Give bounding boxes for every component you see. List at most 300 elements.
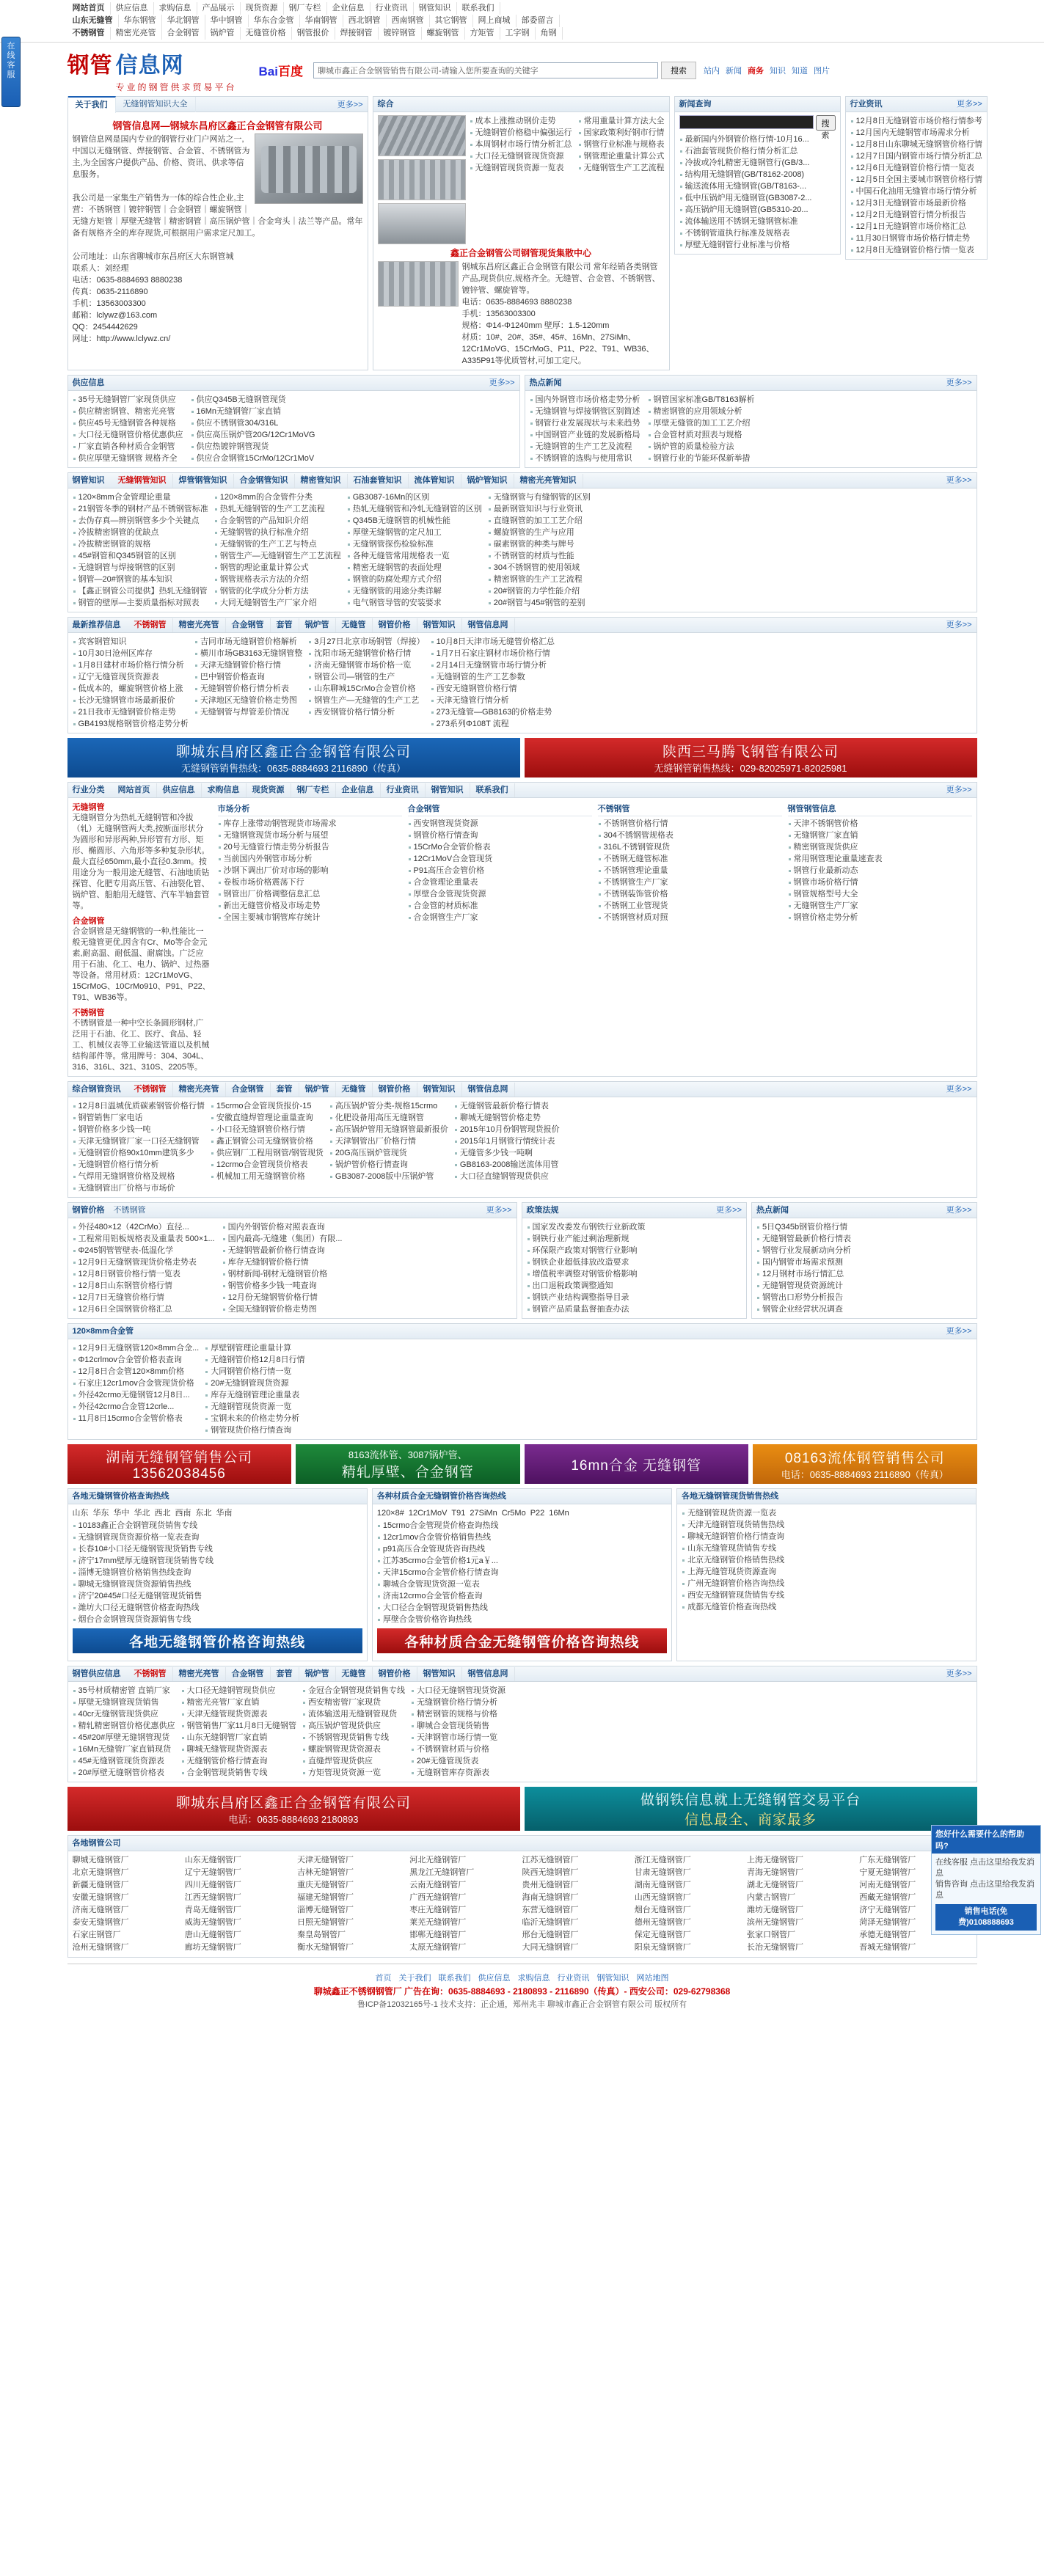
supply2-item[interactable]: 聊城合金管现货销售 — [411, 1720, 505, 1732]
topnav-link[interactable]: 企业信息 — [327, 2, 370, 15]
friend-link[interactable]: 德州无缝钢管厂 — [634, 1918, 691, 1927]
comprehensive-tab-6[interactable]: 钢管价格 — [373, 1083, 417, 1097]
supply2-more[interactable]: 更多>> — [946, 1669, 972, 1678]
supply-item[interactable]: 供应Q345B无缝钢管现货 — [191, 394, 315, 406]
friend-link[interactable]: 承德无缝钢管厂 — [859, 1931, 916, 1939]
news-item[interactable]: 流体输送用不锈钢无缝钢管标准 — [679, 216, 836, 227]
price-item[interactable]: 12月9日无缝钢管现货价格走势表 — [73, 1256, 215, 1268]
supply2-item[interactable]: 精密钢管的规格与价格 — [411, 1708, 505, 1720]
supply2-list-3[interactable] — [302, 1685, 405, 1779]
recommend-item[interactable]: 273无缝管—GB8163的价格走势 — [431, 706, 555, 718]
gallery-list-item[interactable]: 常用重量计算方法大全 — [578, 115, 665, 127]
area-item[interactable]: 无缝钢管现货资源价格一览表查询 — [73, 1532, 362, 1543]
price-item[interactable]: 全国无缝钢管价格走势图 — [222, 1303, 343, 1315]
pipe120-item[interactable]: 20#无缝钢管现货资源 — [205, 1377, 304, 1389]
friend-link[interactable]: 江苏无缝钢管厂 — [522, 1856, 579, 1865]
stainless-item[interactable]: 316L不锈钢管现货 — [598, 841, 782, 853]
friend-link[interactable]: 黑龙江无缝钢管厂 — [409, 1868, 475, 1877]
pipe120-item[interactable]: 石家庄12cr1mov合金管现货价格 — [73, 1377, 200, 1389]
supply2-item[interactable]: 天津钢管市场行情一览 — [411, 1732, 505, 1743]
search-scope-图片[interactable]: 图片 — [813, 66, 830, 76]
friend-link[interactable]: 济宁无缝钢管厂 — [859, 1906, 916, 1914]
supply2-item[interactable]: 35号材质精密管 直销厂家 — [73, 1685, 175, 1697]
friend-link[interactable]: 阳泉无缝钢管厂 — [634, 1943, 691, 1952]
supply2-item[interactable]: 金冠合金钢管现货销售专线 — [302, 1685, 405, 1697]
online-service-tab[interactable] — [1, 37, 21, 107]
about-tabs[interactable] — [68, 97, 368, 112]
stainless-item[interactable]: 不锈钢装饰管价格 — [598, 888, 782, 900]
friend-link[interactable]: 宁夏无缝钢管厂 — [859, 1868, 916, 1877]
hotnews-item[interactable]: 厚壁无缝管的加工工艺介绍 — [648, 417, 755, 429]
area-item[interactable]: 上海无缝管现货资源查询 — [682, 1566, 971, 1578]
alloy-item[interactable]: 钢管价格行情查询 — [408, 830, 592, 841]
comprehensive-item[interactable]: 安徽直缝焊管理论重量查询 — [211, 1112, 324, 1124]
comprehensive-tab-2[interactable]: 合金钢管 — [226, 1083, 271, 1097]
friend-link[interactable]: 湖南无缝钢管厂 — [634, 1881, 691, 1889]
supply2-list-1[interactable] — [73, 1685, 175, 1779]
knowledge-item[interactable]: 直缝钢管的加工工艺介绍 — [488, 515, 591, 527]
friend-link[interactable]: 唐山无缝钢管厂 — [184, 1931, 241, 1939]
pipe120-item[interactable]: 钢管现货价格行情查询 — [205, 1424, 304, 1436]
knowledge-item[interactable]: 20#钢管的力学性能介绍 — [488, 585, 591, 597]
friend-link[interactable]: 济南无缝钢管厂 — [72, 1906, 129, 1914]
supply2-item[interactable]: 无缝钢管价格行情查询 — [181, 1755, 297, 1767]
industry-news-list[interactable] — [850, 115, 982, 256]
market-item[interactable]: 沙钢下调出厂价对市场的影响 — [218, 865, 402, 877]
topnav-link[interactable]: 西南钢管 — [387, 15, 430, 27]
friend-link[interactable]: 枣庄无缝钢管厂 — [409, 1906, 467, 1914]
supply2-item[interactable]: 直缝焊管现货供应 — [302, 1755, 405, 1767]
stainless-item[interactable]: 304不锈钢管规格表 — [598, 830, 782, 841]
comprehensive-item[interactable]: GB8163-2008输送流体用管 — [454, 1159, 560, 1171]
comprehensive-tab-0[interactable]: 不锈钢管 — [128, 1083, 173, 1097]
hotnews2-more[interactable]: 更多>> — [946, 1205, 972, 1215]
news-item[interactable]: 厚壁无缝钢管行业标准与价格 — [679, 239, 836, 251]
industry-news-item[interactable]: 12月7日国内钢管市场行情分析汇总 — [850, 150, 982, 162]
comprehensive-item[interactable]: 无缝钢管最新价格行情表 — [454, 1100, 560, 1112]
price-item[interactable]: 12月6日全国钢管价格汇总 — [73, 1303, 215, 1315]
policy-item[interactable]: 环保限产政策对钢管行业影响 — [527, 1245, 742, 1256]
region-tag-3[interactable]: 华北 — [134, 1509, 150, 1518]
big-banner-left[interactable] — [67, 1787, 520, 1831]
search-scope-links[interactable] — [704, 65, 836, 76]
supply2-tab-0[interactable]: 不锈钢管 — [128, 1667, 173, 1681]
knowledge-item[interactable]: 钢管的防腐处理方式介绍 — [347, 574, 482, 585]
supply2-item[interactable]: 不锈钢管现货销售专线 — [302, 1732, 405, 1743]
area-item[interactable]: 潍坊大口径无缝钢管价格查询热线 — [73, 1602, 362, 1614]
price-item[interactable]: 无缝钢管最新价格行情查询 — [222, 1245, 343, 1256]
price-item[interactable]: 12月8日山东钢管价格行情 — [73, 1280, 215, 1292]
qq-line-2[interactable]: 销售咨询 点击这里给我发消息 — [935, 1880, 1035, 1900]
supply2-item[interactable]: 无缝钢管价格行情分析 — [411, 1697, 505, 1708]
comprehensive-item[interactable]: 高压锅炉管用无缝钢管最新报价 — [329, 1124, 448, 1135]
topnav-link[interactable]: 华东合金管 — [249, 15, 300, 27]
supply2-tab-2[interactable]: 合金钢管 — [226, 1667, 271, 1681]
area-item[interactable]: 厚壁合金管价格咨询热线 — [377, 1614, 667, 1625]
knowledge-item[interactable]: 无缝钢管与焊接钢管的区别 — [73, 562, 208, 574]
banner-8163[interactable] — [753, 1444, 977, 1484]
comprehensive-item[interactable]: 气焊用无缝钢管价格及规格 — [73, 1171, 205, 1182]
knowledge-item[interactable]: 合金钢管的产品知识介绍 — [214, 515, 341, 527]
hotnews-more[interactable]: 更多>> — [946, 378, 972, 387]
hotnews-item[interactable]: 国内外钢管市场价格走势分析 — [530, 394, 640, 406]
pipe120-item[interactable]: 库存无缝钢管理论重量表 — [205, 1389, 304, 1401]
supply-more[interactable]: 更多>> — [489, 378, 515, 387]
footer-link[interactable]: 网站地图 — [636, 1974, 669, 1983]
footer-link[interactable]: 首页 — [375, 1974, 392, 1983]
topnav-link[interactable]: 其它钢管 — [430, 15, 473, 27]
alloy-item[interactable]: 合金管理论重量表 — [408, 877, 592, 888]
comprehensive-tabs[interactable] — [128, 1083, 515, 1097]
comprehensive-tab-1[interactable]: 精密光亮管 — [173, 1083, 226, 1097]
industry-news-item[interactable]: 12月5日全国主要城市钢管价格行情 — [850, 174, 982, 186]
gallery-list-item[interactable]: 无缝钢管现货资源一览表 — [470, 162, 572, 174]
topnav-link[interactable]: 行业资讯 — [370, 2, 414, 15]
comprehensive-item[interactable]: 2015年10月份钢管现货报价 — [454, 1124, 560, 1135]
pipe120-item[interactable]: 12月8日合金管120×8mm价格 — [73, 1366, 200, 1377]
topnav-link[interactable]: 钢管报价 — [292, 27, 335, 40]
news-search-input[interactable] — [679, 115, 814, 129]
knowledge-tab-7[interactable]: 精密光亮管知识 — [514, 474, 583, 488]
news-item[interactable]: 不锈钢管道执行标准及规格表 — [679, 227, 836, 239]
supply2-item[interactable]: 大口径无缝钢管现货供应 — [181, 1685, 297, 1697]
area-list-3[interactable] — [682, 1507, 971, 1613]
market-item[interactable]: 钢管出厂价格调整信息汇总 — [218, 888, 402, 900]
area-item[interactable]: 江苏35crmo合金管价格1元a￥... — [377, 1555, 667, 1567]
knowledge-item[interactable]: 螺旋钢管的生产与应用 — [488, 527, 591, 538]
knowledge-item[interactable]: 无缝钢管探伤检验标准 — [347, 538, 482, 550]
supply2-tab-8[interactable]: 钢管信息网 — [462, 1667, 515, 1681]
supply2-item[interactable]: 合金钢管现货销售专线 — [181, 1767, 297, 1779]
friend-link[interactable]: 晋城无缝钢管厂 — [859, 1943, 916, 1952]
recommend-item[interactable]: 1月7日石家庄钢材市场价格行情 — [431, 648, 555, 659]
hotnews-item[interactable]: 合金管材质对照表与规格 — [648, 429, 755, 441]
knowledge-item[interactable]: 电气钢管导管的安装要求 — [347, 597, 482, 609]
about-more-link[interactable]: 更多>> — [337, 100, 363, 109]
supply-item[interactable]: 供应不锈钢管304/316L — [191, 417, 315, 429]
region-tag-5[interactable]: 西南 — [175, 1509, 191, 1518]
industry-news-item[interactable]: 12月8日山东聊城无缝钢管价格行情 — [850, 139, 982, 150]
industry-class-tabs[interactable] — [112, 783, 515, 797]
supply2-tab-4[interactable]: 锅炉管 — [299, 1667, 336, 1681]
industry-tab-6[interactable]: 行业资讯 — [381, 783, 426, 797]
hotnews-item[interactable]: 钢管国家标准GB/T8163解析 — [648, 394, 755, 406]
industry-tab-1[interactable]: 供应信息 — [157, 783, 202, 797]
supply2-item[interactable]: 螺旋钢管现货资源表 — [302, 1743, 405, 1755]
area-item[interactable]: 成都无缝管价格查询热线 — [682, 1601, 971, 1613]
knowledge-item[interactable]: 21钢管冬季的钢材产品不锈钢管标准 — [73, 503, 208, 515]
area-item[interactable]: 天津15crmo合金管价格行情查询 — [377, 1567, 667, 1578]
gallery-list-item[interactable]: 大口径无缝钢管现货资源 — [470, 150, 572, 162]
hotnews-list-1[interactable] — [530, 394, 640, 464]
policy-item[interactable]: 出口退税政策调整通知 — [527, 1280, 742, 1292]
pipeinfo-item[interactable]: 钢管市场价格行情 — [788, 877, 972, 888]
hotnews2-list[interactable] — [756, 1221, 972, 1315]
pipe120-list-2[interactable] — [205, 1342, 304, 1436]
recommend-item[interactable]: 辽宁无缝管现货资源表 — [73, 671, 189, 683]
hotnews2-item[interactable]: 钢管出口形势分析报告 — [756, 1292, 972, 1303]
friend-link[interactable]: 青岛无缝钢管厂 — [184, 1906, 241, 1914]
area-item[interactable]: 10183鑫正合金钢管现货销售专线 — [73, 1520, 362, 1532]
comprehensive-item[interactable]: 化肥设备用高压无缝钢管 — [329, 1112, 448, 1124]
friend-link[interactable]: 内蒙古钢管厂 — [747, 1893, 795, 1902]
material-tag-1[interactable]: 12Cr1MoV — [408, 1509, 448, 1518]
topnav-link[interactable]: 钢管知识 — [414, 2, 457, 15]
search-button[interactable]: 搜索 — [661, 62, 696, 79]
recommend-item[interactable]: 10月8日天津市场无缝管价格汇总 — [431, 636, 555, 648]
market-item[interactable]: 新出无缝管价格及市场走势 — [218, 900, 402, 912]
recommend-tab-1[interactable]: 精密光亮管 — [173, 618, 226, 632]
recommend-tab-0[interactable]: 不锈钢管 — [128, 618, 173, 632]
pipeinfo-item[interactable]: 精密钢管现货供应 — [788, 841, 972, 853]
recommend-item[interactable]: 西安钢管价格行情分析 — [308, 706, 424, 718]
pipe120-list-1[interactable] — [73, 1342, 200, 1436]
area-item[interactable]: 济宁20#45#口径无缝钢管现货销售 — [73, 1590, 362, 1602]
friend-link[interactable]: 临沂无缝钢管厂 — [522, 1918, 579, 1927]
topnav-link[interactable]: 华中钢管 — [205, 15, 249, 27]
supply2-tab-1[interactable]: 精密光亮管 — [173, 1667, 226, 1681]
knowledge-item[interactable]: 20#钢管与45#钢管的差别 — [488, 597, 591, 609]
policy-item[interactable]: 钢铁产业结构调整指导目录 — [527, 1292, 742, 1303]
recommend-item[interactable]: 无缝钢管的生产工艺参数 — [431, 671, 555, 683]
knowledge-list-3[interactable] — [347, 491, 482, 609]
knowledge-item[interactable]: 45#钢管和Q345钢管的区别 — [73, 550, 208, 562]
news-list[interactable] — [679, 133, 836, 251]
comprehensive-item[interactable]: 小口径无缝钢管价格行情 — [211, 1124, 324, 1135]
alloy-item[interactable]: P91高压合金管价格 — [408, 865, 592, 877]
recommend-item[interactable]: 沈阳市场无缝钢管价格行情 — [308, 648, 424, 659]
friendlinks-grid[interactable] — [73, 1854, 972, 1954]
search-input[interactable] — [313, 62, 658, 78]
supply2-item[interactable]: 40cr无缝钢管现货供应 — [73, 1708, 175, 1720]
area-item[interactable]: 聊城无缝钢管价格行情查询 — [682, 1531, 971, 1543]
big-banner-right[interactable] — [525, 1787, 977, 1831]
stainless-item[interactable]: 不锈钢工业管现货 — [598, 900, 782, 912]
knowledge-item[interactable]: 热轧无缝钢管和冷轧无缝钢管的区别 — [347, 503, 482, 515]
knowledge-list-1[interactable] — [73, 491, 208, 609]
knowledge-item[interactable]: 热轧无缝钢管的生产工艺流程 — [214, 503, 341, 515]
alloy-item[interactable]: 厚壁合金管现货资源 — [408, 888, 592, 900]
footer-link[interactable]: 联系我们 — [438, 1974, 471, 1983]
supply-list-1[interactable] — [73, 394, 183, 464]
area-item[interactable]: p91高压合金管现货咨询热线 — [377, 1543, 667, 1555]
recommend-tab-7[interactable]: 钢管知识 — [417, 618, 462, 632]
pipe120-more[interactable]: 更多>> — [946, 1326, 972, 1336]
market-list[interactable] — [218, 818, 402, 923]
pipe120-item[interactable]: 12月9日无缝钢管120×8mm合金... — [73, 1342, 200, 1354]
topnav-link[interactable]: 华东钢管 — [119, 15, 162, 27]
comprehensive-item[interactable]: 12月8日温城优质碳素钢管价格行情 — [73, 1100, 205, 1112]
gallery-list-item[interactable]: 成本上涨推动钢价走势 — [470, 115, 572, 127]
gallery-list-1[interactable] — [470, 115, 572, 244]
knowledge-item[interactable]: 无缝钢管的生产工艺与特点 — [214, 538, 341, 550]
friend-link[interactable]: 泰安无缝钢管厂 — [72, 1918, 129, 1927]
price-item[interactable]: 12月7日无缝管价格行情 — [73, 1292, 215, 1303]
knowledge-tab-2[interactable]: 合金钢管知识 — [234, 474, 295, 488]
recommend-item[interactable]: 1月8日建材市场价格行情分析 — [73, 659, 189, 671]
hotnews-item[interactable]: 精密钢管的应用领域分析 — [648, 406, 755, 417]
hotnews-item[interactable]: 无缝钢管与焊接钢管区别简述 — [530, 406, 640, 417]
topnav-link[interactable]: 联系我们 — [457, 2, 500, 15]
gallery-list-item[interactable]: 钢管理论重量计算公式 — [578, 150, 665, 162]
friend-link[interactable]: 廊坊无缝钢管厂 — [184, 1943, 241, 1952]
recommend-list-1[interactable] — [73, 636, 189, 730]
supply-item[interactable]: 16Mn无缝钢管厂家直销 — [191, 406, 315, 417]
comprehensive-item[interactable]: 锅炉管价格行情查询 — [329, 1159, 448, 1171]
knowledge-item[interactable]: 钢管的化学成分分析方法 — [214, 585, 341, 597]
knowledge-item[interactable]: 大同无缝钢管生产厂家介绍 — [214, 597, 341, 609]
friend-link[interactable]: 云南无缝钢管厂 — [409, 1881, 467, 1889]
comprehensive-item[interactable]: 12crmo合金管现货价格表 — [211, 1159, 324, 1171]
recommend-item[interactable]: 西安无缝钢管价格行情 — [431, 683, 555, 695]
knowledge-item[interactable]: 冷拔精密钢管的优缺点 — [73, 527, 208, 538]
topnav-link[interactable]: 供应信息 — [111, 2, 154, 15]
comprehensive-item[interactable]: 天津无缝钢管厂家一口径无缝钢管 — [73, 1135, 205, 1147]
friend-link[interactable]: 东营无缝钢管厂 — [522, 1906, 579, 1914]
area-item[interactable]: 西安无缝钢管现货销售专线 — [682, 1589, 971, 1601]
supply2-tab-6[interactable]: 钢管价格 — [373, 1667, 417, 1681]
recommend-list-4[interactable] — [431, 636, 555, 730]
recommend-item[interactable]: 无缝钢管与焊管差价情况 — [194, 706, 302, 718]
supply-item[interactable]: 35号无缝钢管厂家现货供应 — [73, 394, 183, 406]
topnav-link[interactable]: 华北钢管 — [162, 15, 205, 27]
comprehensive-item[interactable]: 无缝钢管价格90x10mm建筑多少 — [73, 1147, 205, 1159]
hotnews2-item[interactable]: 5日Q345b钢管价格行情 — [756, 1221, 972, 1233]
comprehensive-tab-7[interactable]: 钢管知识 — [417, 1083, 462, 1097]
comprehensive-item[interactable]: GB3087-2008版中压锅炉管 — [329, 1171, 448, 1182]
friend-link[interactable]: 山东无缝钢管厂 — [184, 1856, 241, 1865]
industry-news-item[interactable]: 12月国内无缝钢管市场需求分析 — [850, 127, 982, 139]
pipeinfo-item[interactable]: 钢管行业最新动态 — [788, 865, 972, 877]
friend-link[interactable]: 滨州无缝钢管厂 — [747, 1918, 803, 1927]
knowledge-item[interactable]: 钢管的理论重量计算公式 — [214, 562, 341, 574]
stainless-item[interactable]: 不锈钢管理论重量 — [598, 865, 782, 877]
friend-link[interactable]: 石家庄钢管厂 — [72, 1931, 121, 1939]
recommend-tab-3[interactable]: 套管 — [271, 618, 299, 632]
price-tab[interactable]: 不锈钢管 — [113, 1205, 146, 1215]
comprehensive-item[interactable]: 大口径直缝钢管现货供应 — [454, 1171, 560, 1182]
knowledge-item[interactable]: 精密钢管的生产工艺流程 — [488, 574, 591, 585]
industry-tab-7[interactable]: 钢管知识 — [426, 783, 470, 797]
alloy-item[interactable]: 15CrMo合金管价格表 — [408, 841, 592, 853]
supply2-item[interactable]: 16Mn无缝管厂家直销现货 — [73, 1743, 175, 1755]
knowledge-more[interactable]: 更多>> — [946, 475, 972, 485]
news-item[interactable]: 最新国内外钢管价格行情-10月16... — [679, 133, 836, 145]
region-tag-2[interactable]: 华中 — [113, 1509, 130, 1518]
area-item[interactable]: 聊城合金管现货资源一览表 — [377, 1578, 667, 1590]
friend-link[interactable]: 沧州无缝钢管厂 — [72, 1943, 129, 1952]
supply-item[interactable]: 大口径无缝钢管价格优惠供应 — [73, 429, 183, 441]
topnav-link[interactable]: 锅炉管 — [205, 27, 241, 40]
alloy-item[interactable]: 合金钢管生产厂家 — [408, 912, 592, 923]
area-hotline-1[interactable] — [73, 1628, 362, 1653]
topnav-link[interactable]: 不锈钢管 — [67, 27, 111, 40]
stainless-item[interactable]: 不锈钢管材质对照 — [598, 912, 782, 923]
search-scope-知识[interactable]: 知识 — [769, 66, 786, 76]
industry-news-item[interactable]: 11月30日钢管市场价格行情走势 — [850, 233, 982, 244]
supply2-item[interactable]: 高压锅炉管现货供应 — [302, 1720, 405, 1732]
friend-link[interactable]: 河南无缝钢管厂 — [859, 1881, 916, 1889]
gallery-list-item[interactable]: 本周钢材市场行情分析汇总 — [470, 139, 572, 150]
policy-item[interactable]: 国家发改委发布钢铁行业新政策 — [527, 1221, 742, 1233]
friend-link[interactable]: 吉林无缝钢管厂 — [297, 1868, 354, 1877]
gallery-list-item[interactable]: 国家政策利好钢市行情 — [578, 127, 665, 139]
supply-item[interactable]: 供应45号无缝钢管各种规格 — [73, 417, 183, 429]
recommend-tab-4[interactable]: 锅炉管 — [299, 618, 336, 632]
market-item[interactable]: 当前国内外钢管市场分析 — [218, 853, 402, 865]
policy-item[interactable]: 增值税率调整对钢管价格影响 — [527, 1268, 742, 1280]
region-tag-1[interactable]: 华东 — [92, 1509, 109, 1518]
friend-link[interactable]: 邢台无缝钢管厂 — [522, 1931, 579, 1939]
market-item[interactable]: 卷板市场价格震荡下行 — [218, 877, 402, 888]
price-item[interactable]: 国内最高-无缝建（集团）有限... — [222, 1233, 343, 1245]
comprehensive-list-3[interactable] — [329, 1100, 448, 1194]
supply2-item[interactable]: 天津无缝管现货资源表 — [181, 1708, 297, 1720]
supply2-item[interactable]: 流体输送用无缝钢管现货 — [302, 1708, 405, 1720]
supply2-item[interactable]: 方矩管现货资源一览 — [302, 1767, 405, 1779]
material-tag-0[interactable]: 120×8# — [376, 1509, 404, 1518]
topnav-link[interactable]: 方矩管 — [465, 27, 500, 40]
topnav-link[interactable]: 山东无缝管 — [67, 15, 119, 27]
recommend-item[interactable]: 济南无缝钢管市场价格一览 — [308, 659, 424, 671]
supply2-item[interactable]: 厚壁无缝钢管现货销售 — [73, 1697, 175, 1708]
recommend-list-3[interactable] — [308, 636, 424, 730]
pipe120-item[interactable]: 厚壁钢管理论重量计算 — [205, 1342, 304, 1354]
knowledge-item[interactable]: 钢管生产—无缝钢管生产工艺流程 — [214, 550, 341, 562]
region-tag-7[interactable]: 华南 — [216, 1509, 233, 1518]
recommend-list-2[interactable] — [194, 636, 302, 730]
friend-link[interactable]: 海南无缝钢管厂 — [522, 1893, 579, 1902]
supply2-item[interactable]: 山东无缝钢管厂家直销 — [181, 1732, 297, 1743]
region-tag-0[interactable]: 山东 — [72, 1509, 89, 1518]
news-item[interactable]: 输送流体用无缝钢管(GB/T8163-... — [679, 180, 836, 192]
comprehensive-list-4[interactable] — [454, 1100, 560, 1194]
material-tag-5[interactable]: P22 — [530, 1509, 545, 1518]
friend-link[interactable]: 莱芜无缝钢管厂 — [409, 1918, 467, 1927]
alloy-item[interactable]: 合金管的材质标准 — [408, 900, 592, 912]
comprehensive-more[interactable]: 更多>> — [946, 1084, 972, 1094]
policy-item[interactable]: 钢铁企业超低排放改造要求 — [527, 1256, 742, 1268]
comprehensive-item[interactable]: 2015年1月钢管行情统计表 — [454, 1135, 560, 1147]
supply2-item[interactable]: 钢管销售厂家11月8日无缝钢管 — [181, 1720, 297, 1732]
topnav-row-3[interactable] — [67, 27, 977, 40]
policy-item[interactable]: 钢管产品质量监督抽查办法 — [527, 1303, 742, 1315]
area-item[interactable]: 12cr1mov合金管价格销售热线 — [377, 1532, 667, 1543]
supply2-tab-7[interactable]: 钢管知识 — [417, 1667, 462, 1681]
industry-news-more[interactable]: 更多>> — [957, 99, 982, 109]
knowledge-item[interactable]: 最新钢管知识与行业资讯 — [488, 503, 591, 515]
pipeinfo-list[interactable] — [788, 818, 972, 923]
supply2-item[interactable]: 45#无缝钢管现货资源表 — [73, 1755, 175, 1767]
region-tag-6[interactable]: 东北 — [195, 1509, 212, 1518]
comprehensive-tab-5[interactable]: 无缝管 — [336, 1083, 373, 1097]
knowledge-item[interactable]: 钢管—20#钢管的基本知识 — [73, 574, 208, 585]
industry-news-item[interactable]: 12月2日无缝钢管行情分析报告 — [850, 209, 982, 221]
friend-link[interactable]: 天津无缝钢管厂 — [297, 1856, 354, 1865]
supply-item[interactable]: 供应厚壁无缝钢管 规格齐全 — [73, 453, 183, 464]
pipeinfo-item[interactable]: 钢管价格走势分析 — [788, 912, 972, 923]
friend-link[interactable]: 安徽无缝钢管厂 — [72, 1893, 129, 1902]
hotnews-item[interactable]: 中国钢管产业链的发展新格局 — [530, 429, 640, 441]
tab-pipe-knowledge[interactable]: 无缝钢管知识大全 — [116, 97, 196, 112]
search-scope-知道[interactable]: 知道 — [791, 66, 808, 76]
price-more[interactable]: 更多>> — [486, 1205, 512, 1215]
friend-link[interactable]: 青海无缝钢管厂 — [747, 1868, 803, 1877]
supply-item[interactable]: 供应合金钢管15CrMo/12Cr1MoV — [191, 453, 315, 464]
friend-link[interactable]: 衡水无缝钢管厂 — [297, 1943, 354, 1952]
hotnews-list-2[interactable] — [648, 394, 755, 464]
area-item[interactable]: 聊城无缝钢管现货资源销售热线 — [73, 1578, 362, 1590]
